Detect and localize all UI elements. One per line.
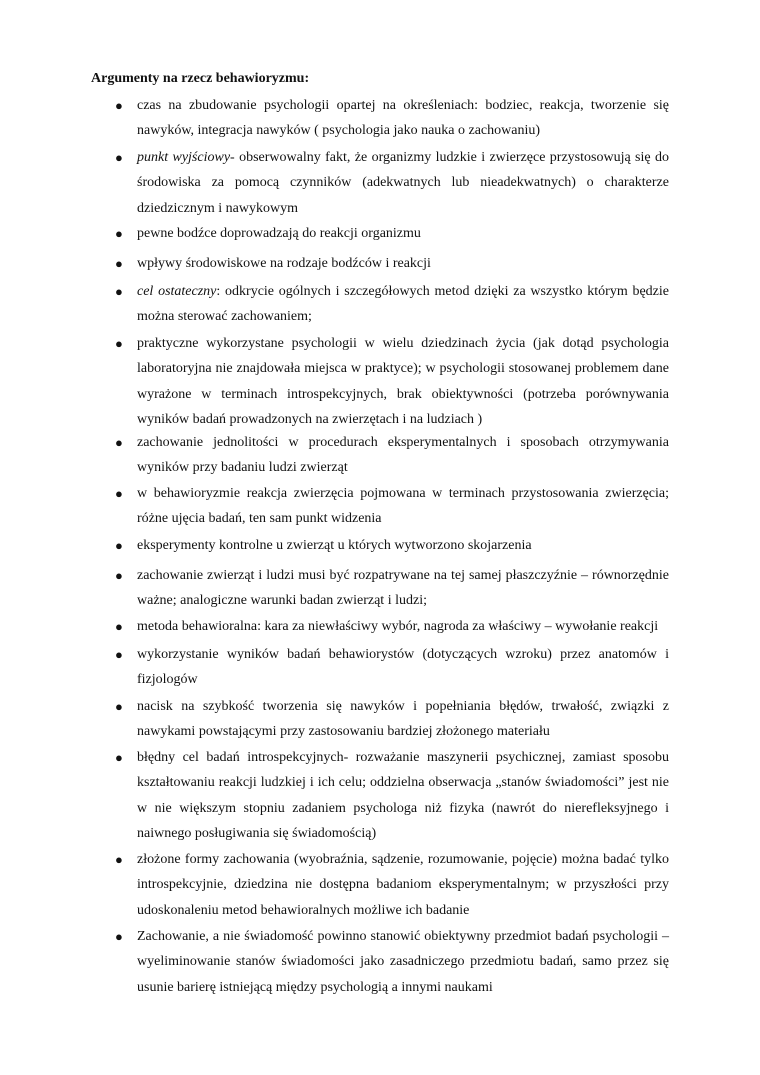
list-item: ● metoda behawioralna: kara za niewłaściwy wybór, nagroda za właściwy – wywołanie reakcji bbox=[137, 614, 669, 639]
bullet-icon: ● bbox=[115, 619, 123, 634]
list-item: ● praktyczne wykorzystane psychologii w wielu dziedzinach życia (jak dotąd psychologia laboratoryjna nie znajdowała miejsca w praktyce); w psychologii stosowanej problemem dane wyrażone w terminach introspekcyjnych, brak obiektywności (potrzeba porównywania wyników badań prowadzonych na zwierzętach i na ludziach ) bbox=[137, 331, 669, 433]
bullet-icon: ● bbox=[115, 568, 123, 583]
list-item: ● złożone formy zachowania (wyobraźnia, sądzenie, rozumowanie, pojęcie) można badać tylko introspekcyjnie, dziedzina nie dostępna badaniom eksperymentalnym; w przyszłości przy udoskonaleniu metod behawioralnych możliwe ich badanie bbox=[137, 847, 669, 923]
list-item: ● cel ostateczny: odkrycie ogólnych i szczegółowych metod dzięki za wszystko którym będzie można sterować zachowaniem; bbox=[137, 279, 669, 330]
bullet-icon: ● bbox=[115, 750, 123, 765]
bullet-icon: ● bbox=[115, 538, 123, 553]
bullet-icon: ● bbox=[115, 98, 123, 113]
bullet-icon: ● bbox=[115, 150, 123, 165]
bullet-icon: ● bbox=[115, 226, 123, 241]
list-item: ● błędny cel badań introspekcyjnych- rozważanie maszynerii psychicznej, zamiast sposobu kształtowaniu reakcji ludzkiej i ich celu; oddzielna obserwacja „stanów świadomości” jest nie w nie większym stopniu zadaniem psychologa niż fizyka (nawrót do nierefleksyjnego i naiwnego posługiwania się świadomością) bbox=[137, 745, 669, 847]
list-item: ● w behawioryzmie reakcja zwierzęcia pojmowana w terminach przystosowania zwierzęcia; różne ujęcia badań, ten sam punkt widzenia bbox=[137, 481, 669, 532]
bullet-icon: ● bbox=[115, 256, 123, 271]
bullet-icon: ● bbox=[115, 336, 123, 351]
list-item: ● wykorzystanie wyników badań behawiorystów (dotyczących wzroku) przez anatomów i fizjologów bbox=[137, 642, 669, 693]
list-item: ● czas na zbudowanie psychologii opartej na określeniach: bodziec, reakcja, tworzenie się nawyków, integracja nawyków ( psychologia jako nauka o zachowaniu) bbox=[137, 93, 669, 144]
list-item: ● zachowanie zwierząt i ludzi musi być rozpatrywane na tej samej płaszczyźnie – równorzędnie ważne; analogiczne warunki badan zwierząt i ludzi; bbox=[137, 563, 669, 614]
bullet-icon: ● bbox=[115, 699, 123, 714]
bullet-icon: ● bbox=[115, 647, 123, 662]
list-item: ● zachowanie jednolitości w procedurach eksperymentalnych i sposobach otrzymywania wyników przy badaniu ludzi zwierząt bbox=[137, 430, 669, 481]
section-heading: Argumenty na rzecz behawioryzmu: bbox=[91, 71, 310, 86]
list-item: ● nacisk na szybkość tworzenia się nawyków i popełniania błędów, trwałość, związki z nawykami powstającymi przy zastosowaniu bardziej złożonego materiału bbox=[137, 694, 669, 745]
bullet-icon: ● bbox=[115, 435, 123, 450]
list-item: ● wpływy środowiskowe na rodzaje bodźców i reakcji bbox=[137, 251, 669, 276]
bullet-icon: ● bbox=[115, 852, 123, 867]
list-item: ● eksperymenty kontrolne u zwierząt u których wytworzono skojarzenia bbox=[137, 533, 669, 558]
list-item: ● Zachowanie, a nie świadomość powinno stanowić obiektywny przedmiot badań psychologii – wyeliminowanie stanów świadomości jako zasadniczego przedmiotu badań, samo przez się usunie barierę istniejącą między psychologią a innymi naukami bbox=[137, 924, 669, 1000]
list-item: ● punkt wyjściowy- obserwowalny fakt, że organizmy ludzkie i zwierzęce przystosowują się do środowiska za pomocą czynników (adekwatnych lub nieadekwatnych) o charakterze dziedzicznym i nawykowym bbox=[137, 145, 669, 221]
list-item: ● pewne bodźce doprowadzają do reakcji organizmu bbox=[137, 221, 669, 246]
bullet-icon: ● bbox=[115, 284, 123, 299]
bullet-icon: ● bbox=[115, 486, 123, 501]
bullet-icon: ● bbox=[115, 929, 123, 944]
